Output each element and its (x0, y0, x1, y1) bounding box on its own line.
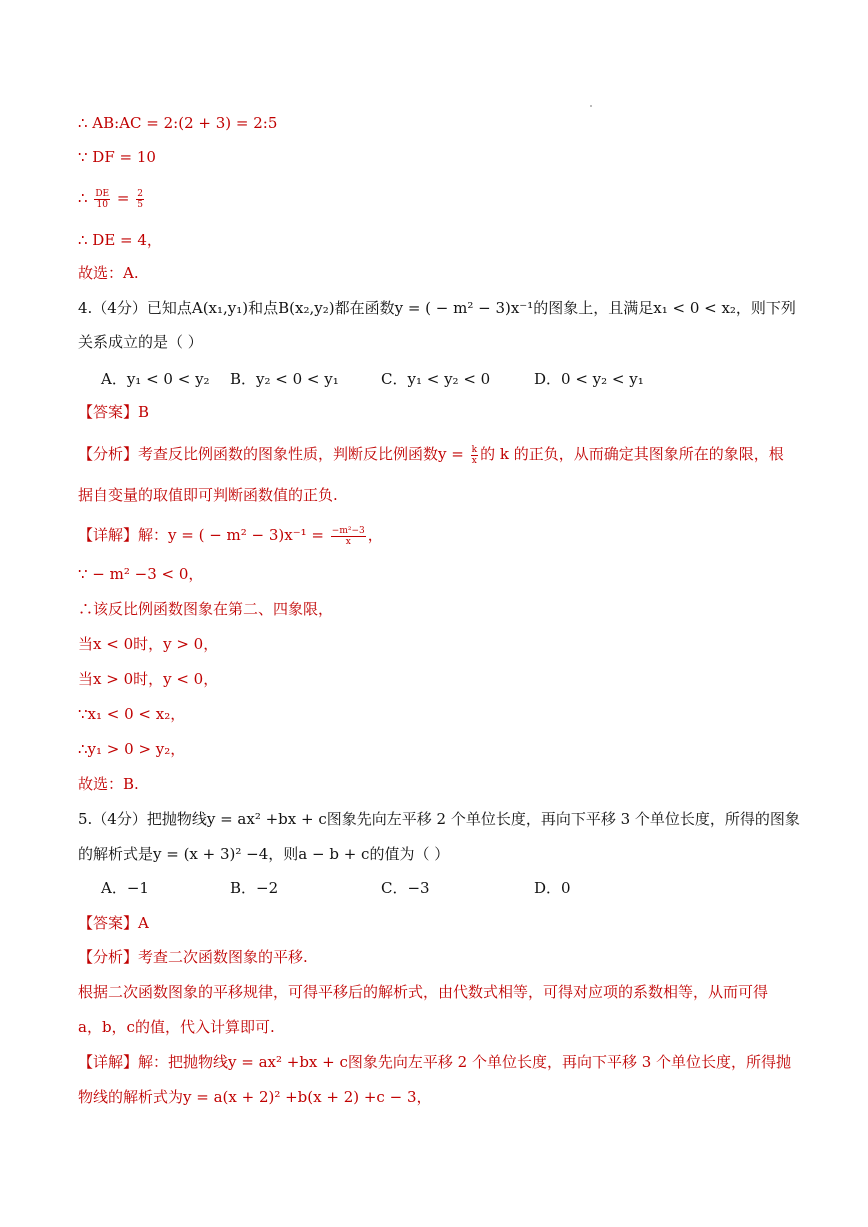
analysis-line-cont: a，b，c的值，代入计算即可. (78, 1018, 275, 1036)
analysis-line: 【分析】考查反比例函数的图象性质，判断反比例函数y = $\frac{k}{x}$ 的 k 的正负，从而确定其图象所在的象限，根 (78, 444, 784, 466)
solution-line: ∵ DF = 10 (78, 148, 156, 166)
fraction-de-10: $\frac{DE}{10}$ (95, 188, 110, 210)
analysis-line: 根据二次函数图象的平移规律，可得平移后的解析式，由代数式相等，可得对应项的系数相等，从而可得 (78, 983, 769, 1001)
question-4-stem-cont: 关系成立的是（ ） (78, 333, 203, 351)
q4-option-d: D．0 < y₂ < y₁ (534, 370, 644, 388)
solution-line: ∴ AB:AC = 2:(2 + 3) = 2:5 (78, 114, 278, 132)
fraction-2-5: $\frac{2}{5}$ (137, 188, 143, 210)
analysis-line-cont: 据自变量的取值即可判断函数值的正负. (78, 486, 338, 504)
answer-choice-line: 故选：B. (78, 775, 139, 793)
fraction-k-x: $\frac{k}{x}$ (471, 444, 478, 466)
q4-option-a: A．y₁ < 0 < y₂ (101, 370, 210, 388)
answer-choice-line: 故选：A. (78, 264, 139, 282)
q5-option-d: D．0 (534, 879, 571, 897)
detail-line: ∵x₁ < 0 < x₂， (78, 705, 186, 723)
detail-line: 当x < 0时，y > 0， (78, 635, 219, 653)
detail-line: ∴该反比例函数图象在第二、四象限， (78, 600, 334, 618)
q4-option-c: C．y₁ < y₂ < 0 (381, 370, 491, 388)
scan-dot (590, 105, 592, 107)
answer-label: 【答案】A (78, 914, 149, 932)
q5-option-a: A．−1 (101, 879, 149, 897)
answer-label: 【答案】B (78, 403, 150, 421)
detail-line: ∴y₁ > 0 > y₂， (78, 740, 186, 758)
question-4-stem: 4.（4分）已知点A(x₁,y₁)和点B(x₂,y₂)都在函数y = ( − m² − 3)x⁻¹的图象上，且满足x₁ < 0 < x₂，则下列 (78, 299, 796, 317)
detail-line: 当x > 0时，y < 0， (78, 670, 219, 688)
q5-option-b: B．−2 (230, 879, 279, 897)
detail-line: 【详解】解：y = ( − m² − 3)x⁻¹ = $\frac{\text{−m²−3}}{x}$ ， (78, 525, 383, 547)
detail-line: 【详解】解：把抛物线y = ax² +bx + c图象先向左平移 2 个单位长度，再向下平移 3 个单位长度，所得抛 (78, 1053, 792, 1071)
detail-line: ∵ − m² −3 < 0， (78, 565, 204, 583)
question-5-stem-cont: 的解析式是y = (x + 3)² −4，则a − b + c的值为（ ） (78, 845, 450, 863)
fraction-m2-x: $\frac{\text{−m²−3}}{x}$ (331, 525, 365, 547)
solution-fraction-line: ∴ $\frac{DE}{10}$ = $\frac{2}{5}$ (78, 188, 143, 210)
detail-line: 物线的解析式为y = a(x + 2)² +b(x + 2) +c − 3， (78, 1088, 432, 1106)
question-5-stem: 5.（4分）把抛物线y = ax² +bx + c图象先向左平移 2 个单位长度，再向下平移 3 个单位长度，所得的图象 (78, 810, 800, 828)
q4-option-b: B．y₂ < 0 < y₁ (230, 370, 339, 388)
q5-option-c: C．−3 (381, 879, 430, 897)
analysis-line: 【分析】考查二次函数图象的平移. (78, 948, 308, 966)
solution-line: ∴ DE = 4， (78, 231, 162, 249)
